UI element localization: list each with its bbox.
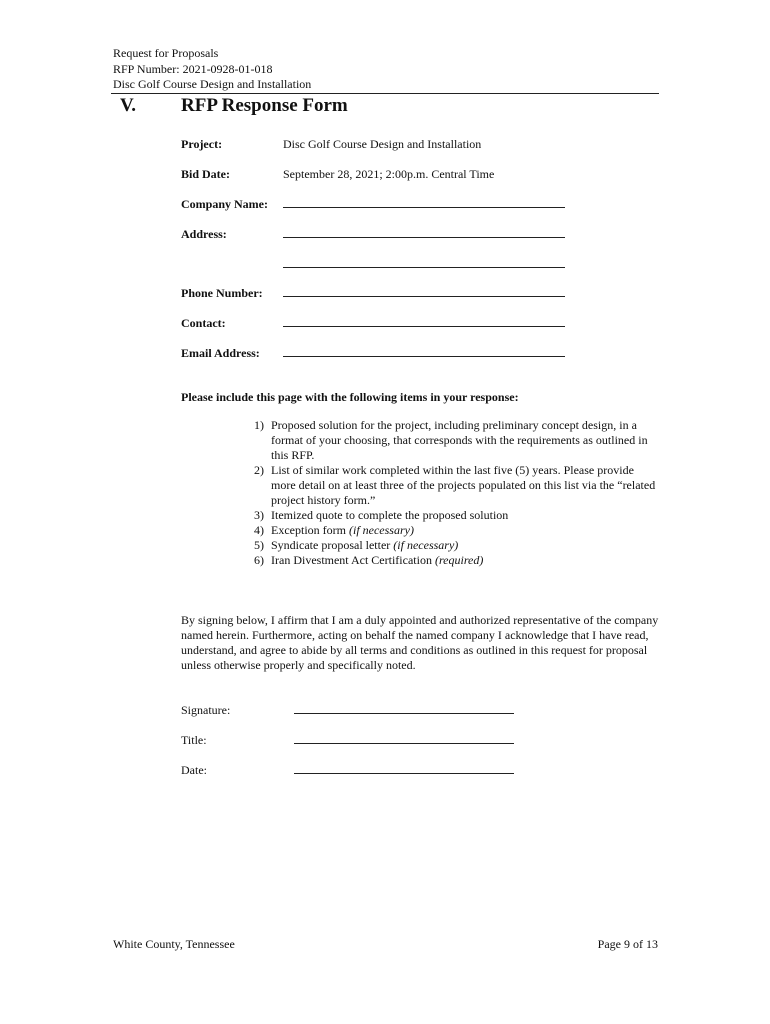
contact-label: Contact: bbox=[181, 316, 226, 330]
signature-field[interactable] bbox=[294, 713, 514, 714]
item-number: 2) bbox=[254, 463, 264, 477]
list-item bbox=[246, 538, 658, 553]
footer-county: White County, Tennessee bbox=[113, 937, 235, 951]
item-number: 3) bbox=[254, 508, 264, 522]
project-label: Project: bbox=[181, 137, 223, 151]
phone-number-label: Phone Number: bbox=[181, 286, 263, 300]
header-rule bbox=[111, 93, 659, 94]
item-note: (if necessary) bbox=[393, 538, 459, 552]
section-number: V. bbox=[120, 95, 137, 116]
item-text: List of similar work completed within the last five (5) years. Please provide more detail on at least three of the projects populated on this list via the “related project history form.” bbox=[271, 463, 656, 507]
item-text: Syndicate proposal letter bbox=[271, 538, 394, 552]
address-field-line-1[interactable] bbox=[283, 237, 565, 238]
item-number: 6) bbox=[254, 553, 264, 567]
instructions-heading: Please include this page with the following items in your response: bbox=[181, 390, 519, 404]
title-label: Title: bbox=[181, 733, 207, 747]
bid-date-label: Bid Date: bbox=[181, 167, 230, 181]
list-item bbox=[246, 418, 658, 463]
email-address-field[interactable] bbox=[283, 356, 565, 357]
item-note: (required) bbox=[434, 553, 484, 567]
bid-date-value: September 28, 2021; 2:00p.m. Central Time bbox=[283, 167, 495, 181]
item-text: Iran Divestment Act Certification bbox=[271, 553, 435, 567]
email-address-label: Email Address: bbox=[181, 346, 260, 360]
address-label: Address: bbox=[181, 227, 227, 241]
title-field[interactable] bbox=[294, 743, 514, 744]
company-name-field[interactable] bbox=[283, 207, 565, 208]
date-label: Date: bbox=[181, 763, 207, 777]
date-field[interactable] bbox=[294, 773, 514, 774]
company-name-label: Company Name: bbox=[181, 197, 268, 211]
header-line-1: Request for Proposals bbox=[113, 46, 219, 60]
contact-field[interactable] bbox=[283, 326, 565, 327]
header-line-3: Disc Golf Course Design and Installation bbox=[113, 77, 312, 91]
item-number: 1) bbox=[254, 418, 264, 432]
signature-label: Signature: bbox=[181, 703, 231, 717]
list-item bbox=[246, 553, 658, 568]
item-number: 5) bbox=[254, 538, 264, 552]
item-note: (if necessary) bbox=[348, 523, 414, 537]
address-field-line-2[interactable] bbox=[283, 267, 565, 268]
section-title: RFP Response Form bbox=[181, 95, 348, 116]
list-item bbox=[246, 463, 658, 508]
item-number: 4) bbox=[254, 523, 264, 537]
item-text: Itemized quote to complete the proposed solution bbox=[271, 508, 509, 522]
item-text: Exception form bbox=[271, 523, 349, 537]
footer-page-number: Page 9 of 13 bbox=[597, 937, 658, 951]
item-text: Proposed solution for the project, including preliminary concept design, in a format of your choosing, that corresponds with the requirements as outlined in this RFP. bbox=[271, 418, 648, 462]
list-item bbox=[246, 508, 658, 523]
required-items-list bbox=[246, 418, 658, 568]
list-item bbox=[246, 523, 658, 538]
phone-number-field[interactable] bbox=[283, 296, 565, 297]
project-value: Disc Golf Course Design and Installation bbox=[283, 137, 482, 151]
page-header bbox=[113, 46, 311, 93]
header-line-2: RFP Number: 2021-0928-01-018 bbox=[113, 61, 273, 76]
affirmation-paragraph: By signing below, I affirm that I am a duly appointed and authorized representative of the company named herein. Furthermore, acting on behalf the named company I acknowledge that I have read, understand, and agree to abide by all terms and conditions as outlined in this request for proposal unless otherwise properly and specifically noted. bbox=[181, 613, 659, 672]
